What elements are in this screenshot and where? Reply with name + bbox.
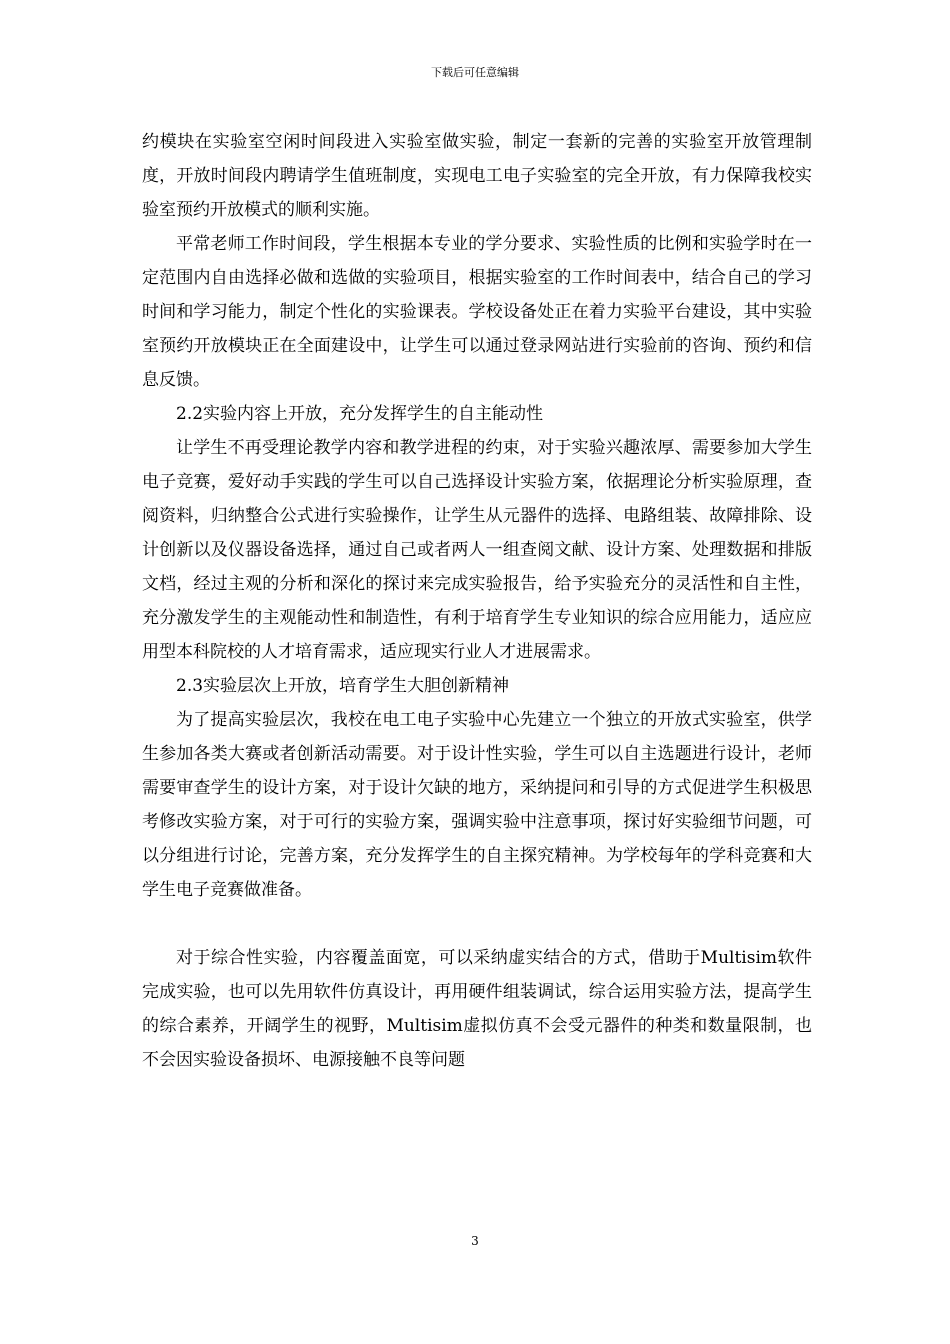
- paragraph-continuation: 约模块在实验室空闲时间段进入实验室做实验，制定一套新的完善的实验室开放管理制度，开放时间段内聘请学生值班制度，实现电工电子实验室的完全开放，有力保障我校实验室预约开放模式的顺利实施。: [142, 132, 812, 220]
- paragraph: 为了提高实验层次，我校在电工电子实验中心先建立一个独立的开放式实验室，供学生参加各类大赛或者创新活动需要。对于设计性实验，学生可以自主选题进行设计，老师需要审查学生的设计方案，对于设计欠缺的地方，采纳提问和引导的方式促进学生积极思考修改实验方案，对于可行的实验方案，强调实验中注意事项，探讨好实验细节问题，可以分组进行讨论，完善方案，充分发挥学生的自主探究精神。为学校每年的学科竞赛和大学生电子竞赛做准备。: [142, 710, 812, 900]
- paragraph: 让学生不再受理论教学内容和教学进程的约束，对于实验兴趣浓厚、需要参加大学生电子竞赛，爱好动手实践的学生可以自己选择设计实验方案，依据理论分析实验原理，查阅资料，归纳整合公式进行实验操作，让学生从元器件的选择、电路组装、故障排除、设计创新以及仪器设备选择，通过自己或者两人一组查阅文献、设计方案、处理数据和排版文档，经过主观的分析和深化的探讨来完成实验报告，给予实验充分的灵活性和自主性，充分激发学生的主观能动性和制造性，有利于培育学生专业知识的综合应用能力，适应应用型本科院校的人才培育需求，适应现实行业人才进展需求。: [142, 438, 812, 662]
- document-body: [142, 125, 812, 1077]
- paragraph: 对于综合性实验，内容覆盖面宽，可以采纳虚实结合的方式，借助于Multisim软件完成实验，也可以先用软件仿真设计，再用硬件组装调试，综合运用实验方法，提高学生的综合素养，开阔学生的视野，Multisim虚拟仿真不会受元器件的种类和数量限制，也不会因实验设备损坏、电源接触不良等问题: [142, 948, 812, 1070]
- section-heading: 2.3实验层次上开放，培育学生大胆创新精神: [176, 676, 510, 696]
- page-header: 下载后可任意编辑: [431, 66, 519, 79]
- section-heading: 2.2实验内容上开放，充分发挥学生的自主能动性: [176, 404, 544, 424]
- paragraph: 平常老师工作时间段，学生根据本专业的学分要求、实验性质的比例和实验学时在一定范围内自由选择必做和选做的实验项目，根据实验室的工作时间表中，结合自己的学习时间和学习能力，制定个性化的实验课表。学校设备处正在着力实验平台建设，其中实验室预约开放模块正在全面建设中，让学生可以通过登录网站进行实验前的咨询、预约和信息反馈。: [142, 234, 812, 390]
- page-number: 3: [471, 1234, 479, 1248]
